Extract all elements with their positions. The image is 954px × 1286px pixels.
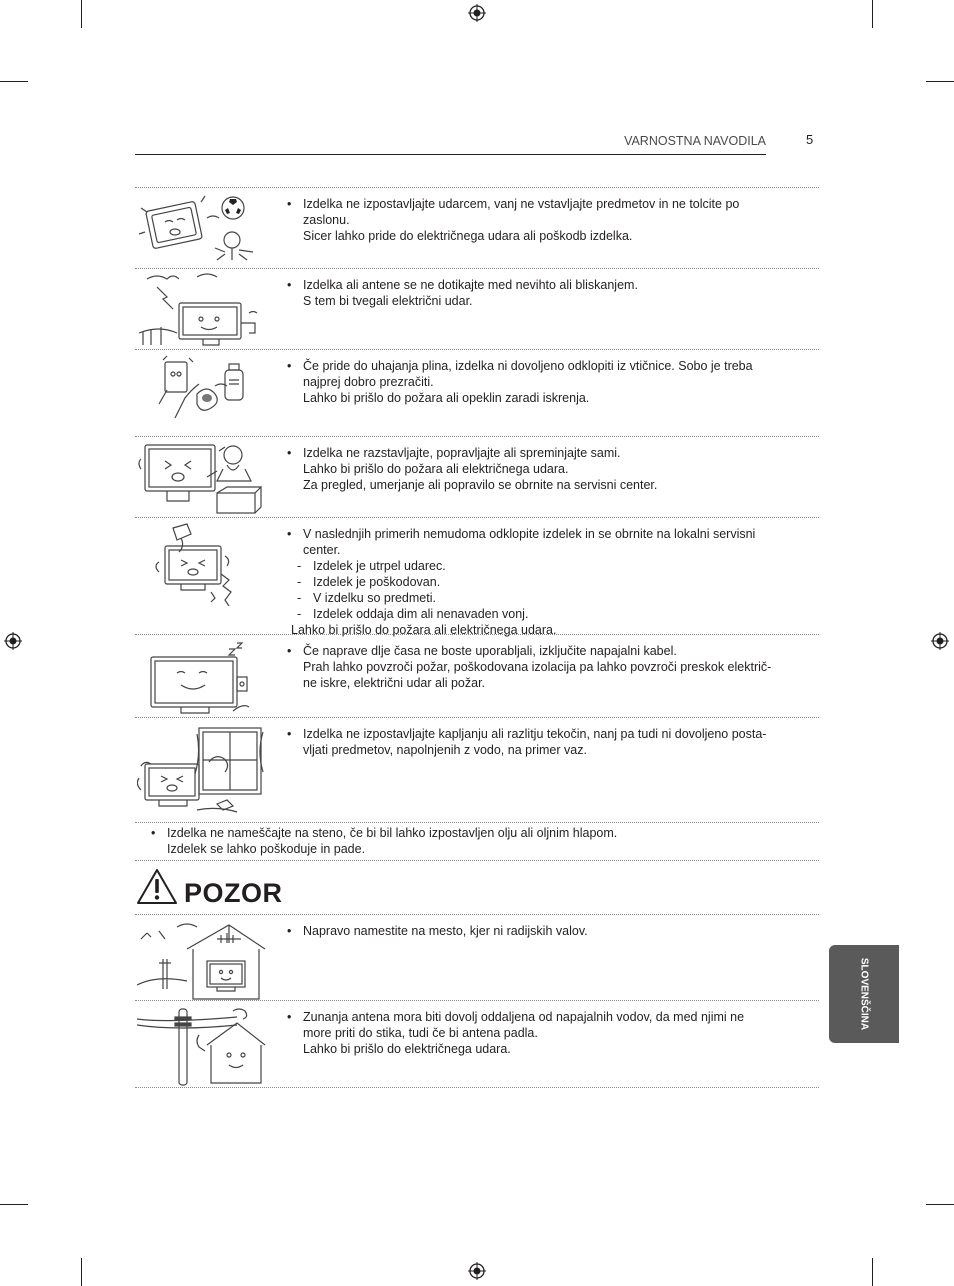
warning-line: Izdelka ali antene se ne dotikajte med nevihto ali bliskanjem. [303,278,638,292]
warning-line: Če pride do uhajanja plina, izdelka ni dovoljeno odklopiti iz vtičnice. Sobo je treba [303,359,753,373]
crop-mark [926,1204,954,1205]
caution-line: more priti do stika, tudi če bi antena padla. [303,1026,538,1040]
warning-row [135,349,819,437]
house-radio-waves-illustration-icon [137,919,267,1001]
header-title: VARNOSTNA NAVODILA [624,134,766,148]
warning-row [135,517,819,635]
tv-unplug-illustration-icon [137,639,267,717]
sub-item: - Izdelek je poškodovan. [287,574,797,590]
warning-line: Prah lahko povzroči požar, poškodovana izolacija pa lahko povzroči preskok električ- [303,660,772,674]
warning-line: Izdelka ne izpostavljajte udarcem, vanj ne vstavljajte predmetov in ne tolcite po [303,197,740,211]
caution-row [135,914,819,1001]
warning-line: center. [303,543,341,557]
warning-line: Izdelka ne izpostavljajte kapljanju ali razlitju tekočin, nanj pa tudi ni dovoljeno posta- [303,727,767,741]
caution-row [135,1000,819,1088]
warning-line: najprej dobro prezračiti. [303,375,434,389]
warning-line: Lahko bi prišlo do požara ali električnega udara. [303,462,569,476]
warning-line: Sicer lahko pride do električnega udara ali poškodb izdelka. [303,229,633,243]
caution-line: Napravo namestite na mesto, kjer ni radijskih valov. [303,924,588,938]
warning-line: Izdelka ne razstavljajte, popravljajte ali spreminjajte sami. [303,446,621,460]
warning-line: ne iskre, električni udar ali požar. [303,676,486,690]
tv-impact-illustration-icon [137,192,267,264]
sub-item: - Izdelek oddaja dim ali nenavaden vonj. [287,606,797,622]
crop-mark [0,1204,28,1205]
warning-line: Izdelek se lahko poškoduje in pade. [167,842,366,856]
warning-line: Lahko bi prišlo do požara ali opeklin zaradi iskrenja. [303,391,590,405]
crop-mark [926,81,954,82]
crop-mark [0,81,28,82]
tv-lightning-illustration-icon [137,273,267,349]
registration-mark-icon [931,632,949,650]
warning-line: S tem bi tvegali električni udar. [303,294,473,308]
crop-mark [872,1258,873,1286]
sub-item: - V izdelku so predmeti. [287,590,797,606]
warning-line: V naslednjih primerih nemudoma odklopite izdelek in se obrnite na lokalni servisni [303,527,756,541]
caution-line: Lahko bi prišlo do električnega udara. [303,1042,511,1056]
warning-triangle-icon [136,868,178,906]
language-tab [829,945,899,1043]
warning-row [135,436,819,518]
tv-repair-illustration-icon [137,441,267,517]
crop-mark [81,0,82,28]
warning-line: vljati predmetov, napolnjenih z vodo, na primer vaz. [303,743,587,757]
page-number: 5 [806,132,814,147]
sub-item: - Izdelek je utrpel udarec. [287,558,797,574]
warning-line: Če naprave dlje časa ne boste uporabljali, izključite napajalni kabel. [303,644,677,658]
crop-mark [872,0,873,28]
antenna-power-line-illustration-icon [137,1005,267,1087]
warning-footer: Lahko bi prišlo do požara ali električnega udara. [291,623,557,637]
language-tab-label: SLOVENŠČINA [858,957,870,1031]
caution-line: Zunanja antena mora biti dovolj oddaljena od napajalnih vodov, da med njimi ne [303,1010,745,1024]
warning-row [135,187,819,269]
tv-liquid-illustration-icon [137,722,267,818]
registration-mark-icon [468,1262,486,1280]
caution-label: POZOR [184,878,283,908]
warning-line: Za pregled, umerjanje ali popravilo se obrnite na servisni center. [303,478,658,492]
oil-warning-row [135,822,819,861]
tv-smoke-illustration-icon [137,522,267,606]
registration-mark-icon [468,4,486,22]
warning-row [135,268,819,350]
warning-row [135,634,819,718]
crop-mark [81,1258,82,1286]
warning-line: zaslonu. [303,213,350,227]
header-rule [135,154,766,155]
warning-line: Izdelka ne nameščajte na steno, če bi bil lahko izpostavljen olju ali oljnim hlapom. [167,826,618,840]
gas-leak-illustration-icon [137,354,267,434]
registration-mark-icon [4,632,22,650]
warning-row [135,717,819,823]
